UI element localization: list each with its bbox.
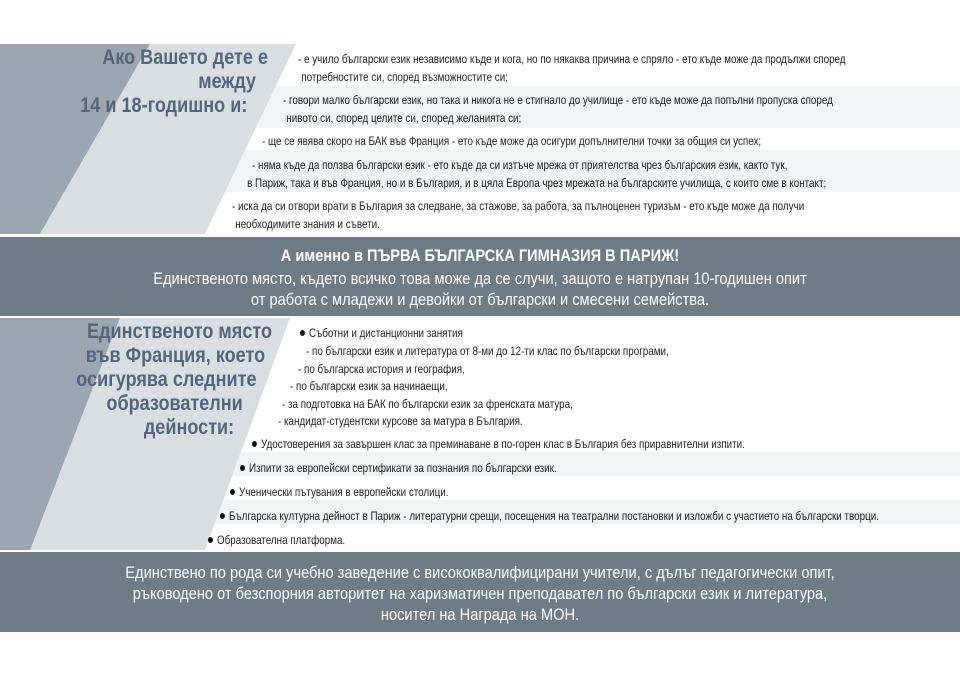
bullet-icon [240,465,245,471]
section1-heading-line: Ако Вашето дете е [102,46,268,69]
section2-subitem: - по български език и литература от 8-ми до 12-ти клас по български програми, [306,344,669,358]
bullet-icon [300,330,305,336]
banner-bottom [0,552,960,632]
section2-item-text: Българска културна дейност в Париж - литературни срещи, посещения на театрални постановки и изложби с участието на български творци. [229,509,879,523]
section2-item-text: Ученически пътувания в европейски столици. [239,485,449,499]
section2-item-text: Изпити за европейски сертификати за познания по български език. [249,461,557,475]
section2-heading-line: осигурява следните [76,368,257,391]
section2-item-text: Образователна платформа. [217,533,346,547]
section2-subitem: - за подготовка на БАК по български език за френската матура, [282,397,573,411]
section2-heading-line: дейности: [143,416,235,439]
section2-item-text: Удостоверения за завършен клас за преминаване в по-горен клас в България без приравнителни изпити. [261,437,745,451]
section2-item-title: Съботни и дистанционни занятия [309,326,463,340]
section2-heading-line: образователни [106,392,243,415]
section2-item [252,435,745,453]
section1-item [298,50,846,86]
section1-item [247,156,827,192]
banner-top-title: А именно в ПЪРВА БЪЛГАРСКА ГИМНАЗИЯ В ПАРИЖ! [280,246,680,265]
section1-item [262,132,761,150]
banner-bottom-line: Единствено по рода си учебно заведение с висококвалифицирани учители, с дълъг педагогически опит, [125,563,835,582]
section1-item [283,91,833,127]
section1-item-line: - ще се явява скоро на БАК във Франция - ето къде може да осигури допълнителни точки за общия си успех; [262,134,762,148]
section1-heading-line: между [198,70,256,93]
banner-top [0,237,960,316]
section1-item [232,197,804,233]
section2-subitem: - по български език за начинаещи, [290,379,448,393]
section2-subitem: - кандидат-студентски курсове за матура в България. [278,414,523,428]
bullet-icon [220,513,225,519]
section2-subitem: - по българска история и география, [298,362,465,376]
section2-item [230,483,448,501]
section2-item [208,531,345,549]
section1-item-line: - иска да си отвори врати в България за следване, за стажове, за работа, за пълноценен туризъм - ето къде може да получи [232,199,805,213]
section2-item [240,459,557,477]
banner-top-line: от работа с младежи и девойки от български и смесени семейства. [250,290,710,309]
banner-bottom-line: носител на Награда на МОН. [380,605,580,624]
section2-item [220,507,879,525]
section2-item-classes [300,324,463,342]
section1-item-line: - говори малко български език, но така и никога не е стигнало до училище - ето къде може да попълни пропуска според [283,93,833,107]
section2-heading-line: Единственото място [86,320,272,343]
section1-heading-line: 14 и 18-годишно и: [80,94,248,117]
section2-heading-line: във Франция, което [85,344,266,367]
section2-heading [64,320,272,440]
section1-item-line: потребностите си, според възможностите си; [301,70,508,84]
section1-item-line: в Париж, така и във Франция, но и в България, и в цяла Европа чрез мрежата на българските училища, с които сме в контакт; [247,176,827,190]
banner-bottom-line: ръководено от безспорния авторитет на харизматичен преподавател по български език и литература, [132,584,828,603]
bullet-icon [252,441,257,447]
section1-item-line: нивото си, според целите си, според желанията си; [286,111,522,125]
section1-item-line: - няма къде да ползва български език - ето къде да си изтъче мрежа от приятелства чрез българския език, както тук, [252,158,788,172]
section1-heading [72,46,268,118]
section1-item-line: необходимите знания и съвети. [235,217,380,231]
section1-item-line: - е учило български език независимо къде и кога, но по някаква причина е спряло - ето къде може да продължи според [298,52,846,66]
bullet-icon [230,489,235,495]
banner-top-line: Единственото място, където всичко това може да се случи, защото е натрупан 10-годишен опит [153,269,807,288]
bullet-icon [208,537,213,543]
